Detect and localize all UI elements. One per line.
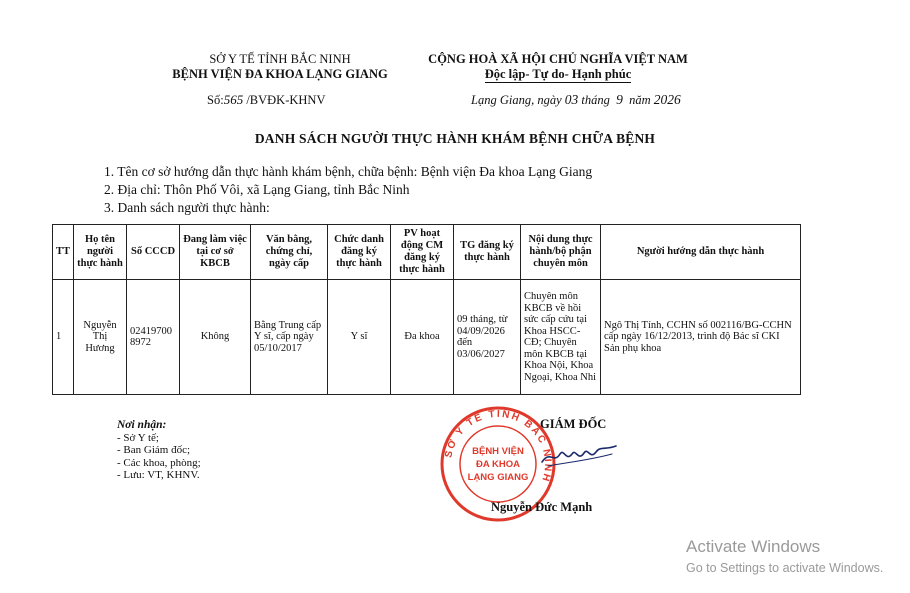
handwritten-signature bbox=[540, 440, 620, 470]
stamp-line-2: ĐA KHOA bbox=[476, 459, 520, 470]
nation-line-1: CỘNG HOÀ XÃ HỘI CHỦ NGHĨA VIỆT NAM bbox=[428, 52, 688, 66]
org-line-2: BỆNH VIỆN ĐA KHOA LẠNG GIANG bbox=[172, 67, 388, 81]
info-line-2: 2. Địa chỉ: Thôn Phố Vôi, xã Lạng Giang, tỉnh Bắc Ninh bbox=[104, 182, 410, 197]
recipient-item: - Lưu: VT, KHNV. bbox=[117, 469, 200, 481]
cell-workplace: Không bbox=[180, 280, 251, 395]
recipient-item: - Sở Y tế; bbox=[117, 431, 159, 444]
recipients-title: Nơi nhận: bbox=[117, 419, 167, 431]
col-header-degree: Văn bằng, chứng chỉ, ngày cấp bbox=[251, 225, 328, 280]
document-number: Số:565 /BVĐK-KHNV bbox=[207, 92, 326, 107]
cell-duration: 09 tháng, từ 04/09/2026 đến 03/06/2027 bbox=[454, 280, 521, 395]
cell-scope: Đa khoa bbox=[391, 280, 454, 395]
signer-title: GIÁM ĐỐC bbox=[540, 417, 607, 431]
practitioner-table bbox=[52, 224, 801, 395]
stamp-line-3: LẠNG GIANG bbox=[467, 472, 529, 483]
document-date: Lạng Giang, ngày 03 tháng 9 năm 2026 bbox=[471, 92, 681, 107]
date-day: 03 bbox=[564, 92, 579, 107]
cell-name: Nguyễn Thị Hương bbox=[74, 280, 127, 395]
recipient-item: - Ban Giám đốc; bbox=[117, 444, 191, 456]
table-row bbox=[53, 280, 801, 395]
nation-line-2: Độc lập- Tự do- Hạnh phúc bbox=[484, 67, 632, 81]
org-line-1: SỞ Y TẾ TỈNH BẮC NINH bbox=[209, 52, 351, 66]
date-year: 2026 bbox=[653, 92, 681, 107]
col-header-scope: PV hoạt động CM đăng ký thực hành bbox=[391, 225, 454, 280]
col-header-workplace: Đang làm việc tại cơ sở KBCB bbox=[180, 225, 251, 280]
col-header-title: Chức danh đăng ký thực hành bbox=[328, 225, 391, 280]
cell-title: Y sĩ bbox=[328, 280, 391, 395]
stamp-line-1: BỆNH VIỆN bbox=[472, 446, 524, 457]
national-header bbox=[418, 52, 698, 82]
stamp-ring-text: SỞ Y TẾ TỈNH BẮC NINH bbox=[443, 408, 554, 485]
watermark-line-1: Activate Windows bbox=[686, 537, 821, 556]
organization-header bbox=[140, 52, 420, 82]
date-month: 9 bbox=[616, 92, 623, 107]
col-header-name: Họ tên người thực hành bbox=[74, 225, 127, 280]
table-header-row bbox=[53, 225, 801, 280]
activation-watermark bbox=[686, 537, 883, 576]
document-number-value: 565 bbox=[223, 92, 244, 107]
info-line-3: 3. Danh sách người thực hành: bbox=[104, 200, 270, 215]
cell-tt: 1 bbox=[53, 280, 74, 395]
recipient-item: - Các khoa, phòng; bbox=[117, 456, 201, 469]
cell-supervisor: Ngô Thị Tính, CCHN số 002116/BG-CCHN cấp ngày 16/12/2013, trình độ Bác sĩ CKI Sản phụ khoa bbox=[601, 280, 801, 395]
cell-id: 024197008972 bbox=[127, 280, 180, 395]
signer-name: Nguyễn Đức Mạnh bbox=[491, 500, 593, 514]
document-title: DANH SÁCH NGƯỜI THỰC HÀNH KHÁM BỆNH CHỮA BỆNH bbox=[254, 131, 656, 146]
info-line-1: 1. Tên cơ sở hướng dẫn thực hành khám bệnh, chữa bệnh: Bệnh viện Đa khoa Lạng Giang bbox=[104, 164, 593, 179]
cell-content: Chuyên môn KBCB về hồi sức cấp cứu tại Khoa HSCC-CĐ; Chuyên môn KBCB tại Khoa Nội, Khoa Ngoại, Khoa Nhi bbox=[521, 280, 601, 395]
col-header-duration: TG đăng ký thực hành bbox=[454, 225, 521, 280]
col-header-content: Nội dung thực hành/bộ phận chuyên môn bbox=[521, 225, 601, 280]
col-header-id: Số CCCD bbox=[127, 225, 180, 280]
watermark-line-2: Go to Settings to activate Windows. bbox=[686, 561, 884, 575]
col-header-supervisor: Người hướng dẫn thực hành bbox=[601, 225, 801, 280]
cell-degree: Bằng Trung cấp Y sĩ, cấp ngày 05/10/2017 bbox=[251, 280, 328, 395]
recipients-block bbox=[117, 419, 201, 482]
col-header-tt: TT bbox=[53, 225, 74, 280]
